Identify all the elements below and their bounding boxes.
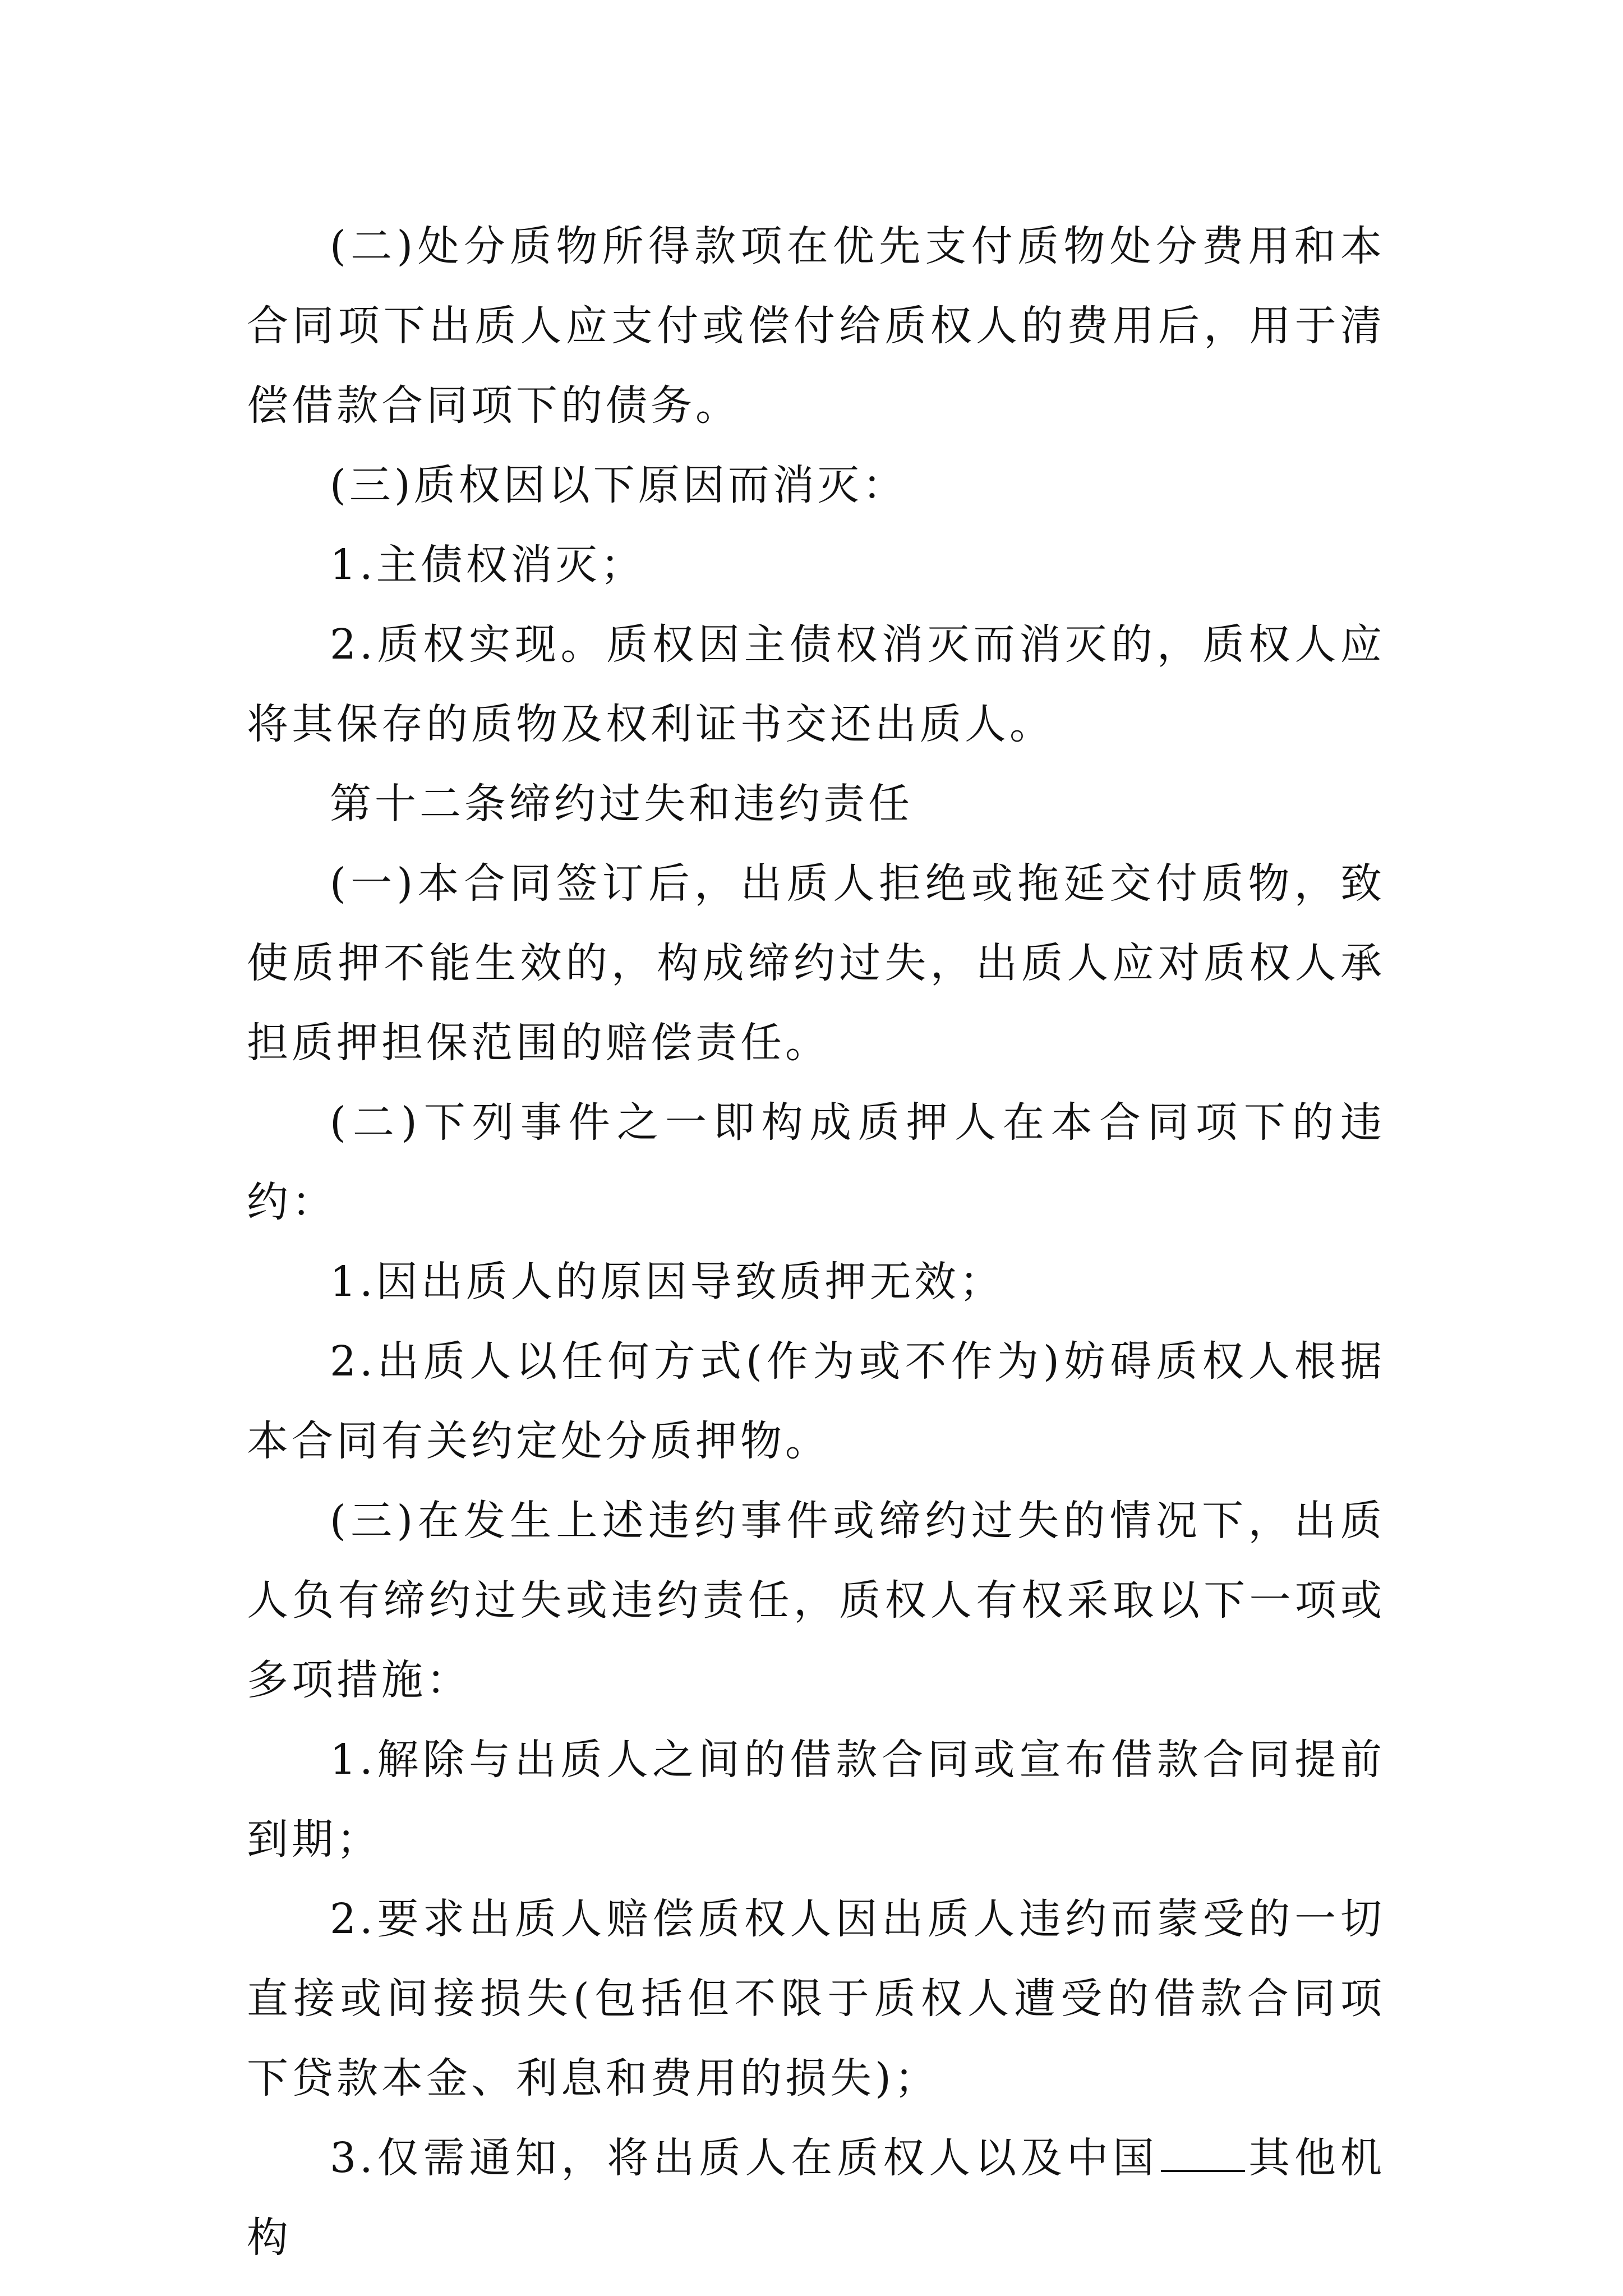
paragraph-contracting-fault: (一)本合同签订后，出质人拒绝或拖延交付质物，致使质押不能生效的，构成缔约过失，出质人应对质权人承担质押担保范围的赔偿责任。 [247,859,1385,1067]
paragraph-pledge-invalid: 1.因出质人的原因导致质押无效； [330,1258,1004,1306]
paragraph-breach-events: (二)下列事件之一即构成质押人在本合同项下的违约： [247,1098,1385,1226]
paragraph-obstruct-disposal: 2.出质人以任何方式(作为或不作为)妨碍质权人根据本合同有关约定处分质押物。 [247,1337,1385,1465]
paragraph-pledge-extinction: (三)质权因以下原因而消灭： [330,461,907,509]
article-twelve-heading: 第十二条缔约过失和违约责任 [330,780,913,828]
paragraph-remedies: (三)在发生上述违约事件或缔约过失的情况下，出质人负有缔约过失或违约责任，质权人有权采取以下一项或多项措施： [247,1497,1385,1704]
paragraph-disposal-proceeds: (二)处分质物所得款项在优先支付质物处分费用和本合同项下出质人应支付或偿付给质权人的费用后，用于清偿借款合同项下的债务。 [247,222,1385,430]
paragraph-terminate-loan: 1.解除与出质人之间的借款合同或宣布借款合同提前到期； [247,1736,1385,1864]
notice-text-before-blank: 3.仅需通知，将出质人在质权人以及中国 [330,2134,1159,2182]
notice-text-after-blank: 其他机构 [247,2134,1386,2262]
paragraph-compensation: 2.要求出质人赔偿质权人因出质人违约而蒙受的一切直接或间接损失(包括但不限于质权人遭受的借款合同项下贷款本金、利息和费用的损失)； [247,1895,1385,2102]
paragraph-notice-setoff [247,2118,1385,2277]
fill-in-blank [1161,2131,1245,2172]
paragraph-main-claim-extinct: 1.主债权消灭； [330,541,645,589]
paragraph-pledge-realized: 2.质权实现。质权因主债权消灭而消灭的，质权人应将其保存的质物及权利证书交还出质人。 [247,620,1385,748]
contract-text [247,206,1385,2277]
